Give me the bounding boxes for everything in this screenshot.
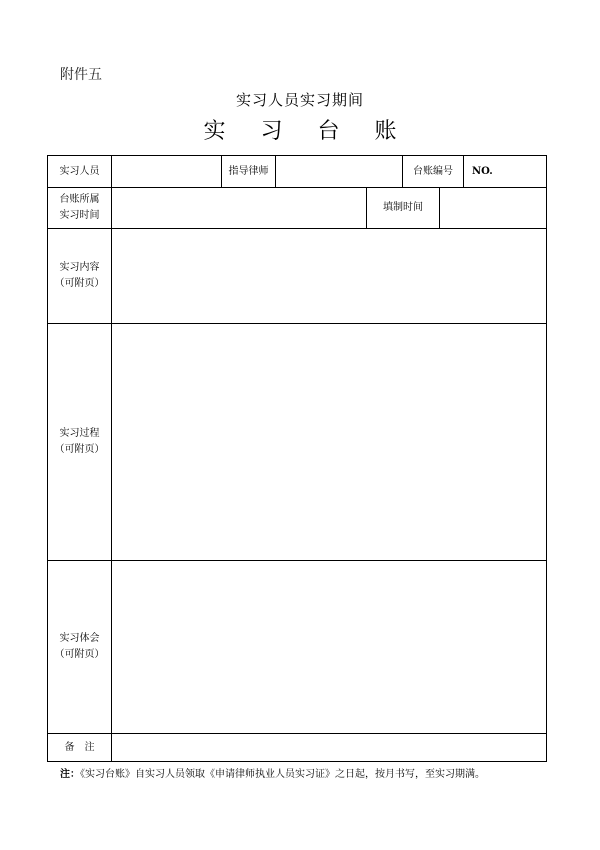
supervisor-label: 指导律师 [228, 165, 269, 177]
fill-time-field[interactable] [440, 188, 546, 228]
intern-field[interactable] [112, 156, 221, 187]
period-label [48, 188, 111, 228]
document-title: 实 习 台 账 [203, 119, 411, 144]
process-label [48, 324, 111, 560]
experience-label-line1: 实习体会 [59, 633, 100, 644]
content-field[interactable] [112, 229, 546, 323]
fill-time-label: 填制时间 [383, 202, 423, 213]
ledger-number-field[interactable] [498, 156, 546, 187]
footnote-prefix: 注： [60, 769, 80, 780]
attachment-label: 附件五 [60, 67, 102, 83]
experience-label-line2: （可附页） [54, 649, 105, 660]
supervisor-field[interactable] [276, 156, 402, 187]
column-divider [463, 156, 464, 187]
experience-field[interactable] [112, 561, 546, 733]
content-label-line1: 实习内容 [59, 262, 100, 273]
ledger-number-prefix: NO. [472, 166, 493, 177]
footnote [60, 765, 485, 780]
content-label-line2: （可附页） [54, 278, 105, 289]
content-label [48, 229, 111, 323]
period-field[interactable] [112, 188, 366, 228]
period-label-line2: 实习时间 [59, 210, 100, 221]
intern-label: 实习人员 [59, 165, 100, 177]
document-subtitle: 实习人员实习期间 [235, 91, 364, 109]
footnote-text: 《实习台账》自实习人员领取《申请律师执业人员实习证》之日起，按月书写，至实习期满。 [80, 769, 485, 780]
process-label-line1: 实习过程 [59, 428, 100, 439]
period-label-line1: 台账所属 [59, 194, 100, 205]
process-field[interactable] [112, 324, 546, 560]
process-label-line2: （可附页） [54, 444, 105, 455]
ledger-number-label: 台账编号 [413, 165, 453, 177]
remarks-field[interactable] [112, 734, 546, 761]
ledger-table [47, 155, 547, 762]
remarks-label: 备 注 [64, 741, 95, 753]
experience-label [48, 561, 111, 733]
